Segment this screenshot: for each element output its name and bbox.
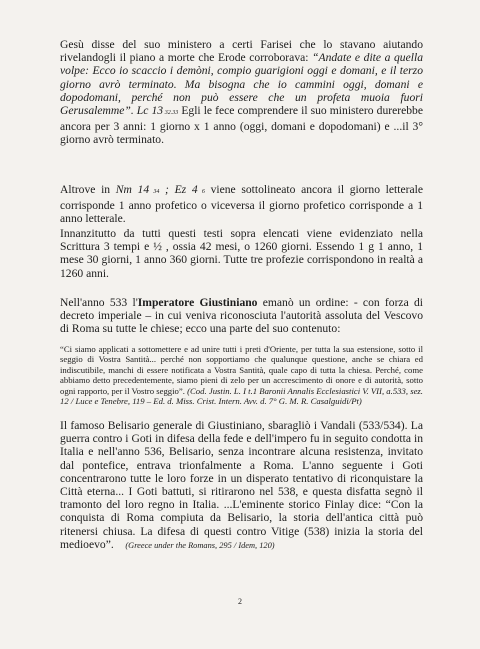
quote-source: (Cod. Justin. L. I t.1 Baronii Annalis Ecclesiastici V. VII, a.533, sez. 12 / Luce e Tenebre, 119 – Ed. d. Miss. Crist. Intern. Avv. d. 7° G. M. R. Casalguidi/Pt) [60, 385, 423, 407]
emphasis: Imperatore Giustiniano [137, 296, 258, 309]
decree-quote [60, 344, 423, 406]
paragraph-nm-ez [60, 183, 423, 226]
page-number: 2 [238, 597, 242, 606]
text: viene sottolineato ancora il giorno letterale corrisponde 1 anno profetico o viceversa il giorno profetico corrisponde a 1 anno letterale. [60, 183, 423, 226]
verse-ref: 6 [197, 189, 205, 195]
text: Egli le fece comprendere il suo ministero durerebbe ancora per 3 anni: 1 giorno x 1 anno (oggi, domani e dopodomani) e ...il 3° giorno avrò terminato. [60, 104, 423, 147]
paragraph-1260: Innanzitutto da tutti questi testi sopra elencati viene evidenziato nella Scrittura 3 tempi e ½ , ossia 42 mesi, o 1260 giorni. Essendo 1 g 1 anno, 1 mese 30 giorni, 1 anno 360 giorni. Tutte tre profezie corrispondono in realtà a 1260 anni. [60, 227, 423, 280]
text: Gesù disse del suo ministero a certi Farisei che lo stavano aiutando rivelandogli il piano a morte che Erode corroborava: [60, 38, 423, 65]
text: Il famoso Belisario generale di Giustiniano, sbaragliò i Vandali (533/534). La guerra contro i Goti in difesa della fede e dell'impero fu in seguito condotta in Italia e nell'anno 536, Belisario, senza incontrare alcuna resistenza, invitato dal pontefice, entrava trionfalmente a Roma. L'anno seguente i Goti concentrarono tutte le loro forze in un disperato tentativo di riconquistare la Città eterna... I Goti battuti, si ritirarono nel 538, e questa disfatta segnò il tramonto del loro regno in Italia. ...L'eminente storico Finlay dice: “Con la conquista di Roma compiuta da Belisario, la storia dell'antica città può ritenersi chiusa. La difesa di questi contro Vitige (538) inizia la storia del medioevo”. [60, 419, 423, 551]
text: ; [159, 183, 175, 196]
verse-ref: Nm 14 [115, 183, 150, 196]
paragraph-justinian [60, 296, 423, 336]
verse-ref: 34 [149, 189, 160, 195]
source-citation: (Greece under the Romans, 295 / Idem, 120) [125, 540, 275, 550]
text: emanò un ordine: - con forza di decreto imperiale – in cui veniva riconosciuta l'autorità assoluta del Vescovo di Roma su tutte le chiese; ecco una parte del suo contenuto: [60, 296, 423, 336]
paragraph-ministry [60, 38, 423, 147]
scripture-quote: “Andate e dite a quella volpe: Ecco io scaccio i demòni, compio guarigioni oggi e domani, e il terzo giorno avrò terminato. Ma bisogna che io cammini oggi, domani e dopodomani, perché non può essere che un profeta muoia fuori Gerusalemme”. Lc 13 [60, 51, 423, 118]
verse-ref: 32.33 [163, 110, 179, 117]
text: Altrove in [60, 183, 116, 196]
paragraph-belisario [60, 419, 423, 552]
quote-text: “Ci siamo applicati a sottomettere e ad unire tutti i preti d'Oriente, per tutta la sua estensione, sotto il seggio di Vostra Santità... perché non sopportiamo che qualunque questione, anche se chiara ed indiscutibile, manchi di essere notificata a Vostra Santità, quale capo di tutta la chiesa. Perché, come abbiamo detto precedentemente, siamo pieni di zelo per un accrescimento di onore e di autorità, sotto ogni rapporto, per il Vostro seggio”. [60, 344, 423, 396]
verse-ref: Ez 4 [174, 183, 198, 196]
text: Nell'anno 533 l' [60, 296, 138, 309]
